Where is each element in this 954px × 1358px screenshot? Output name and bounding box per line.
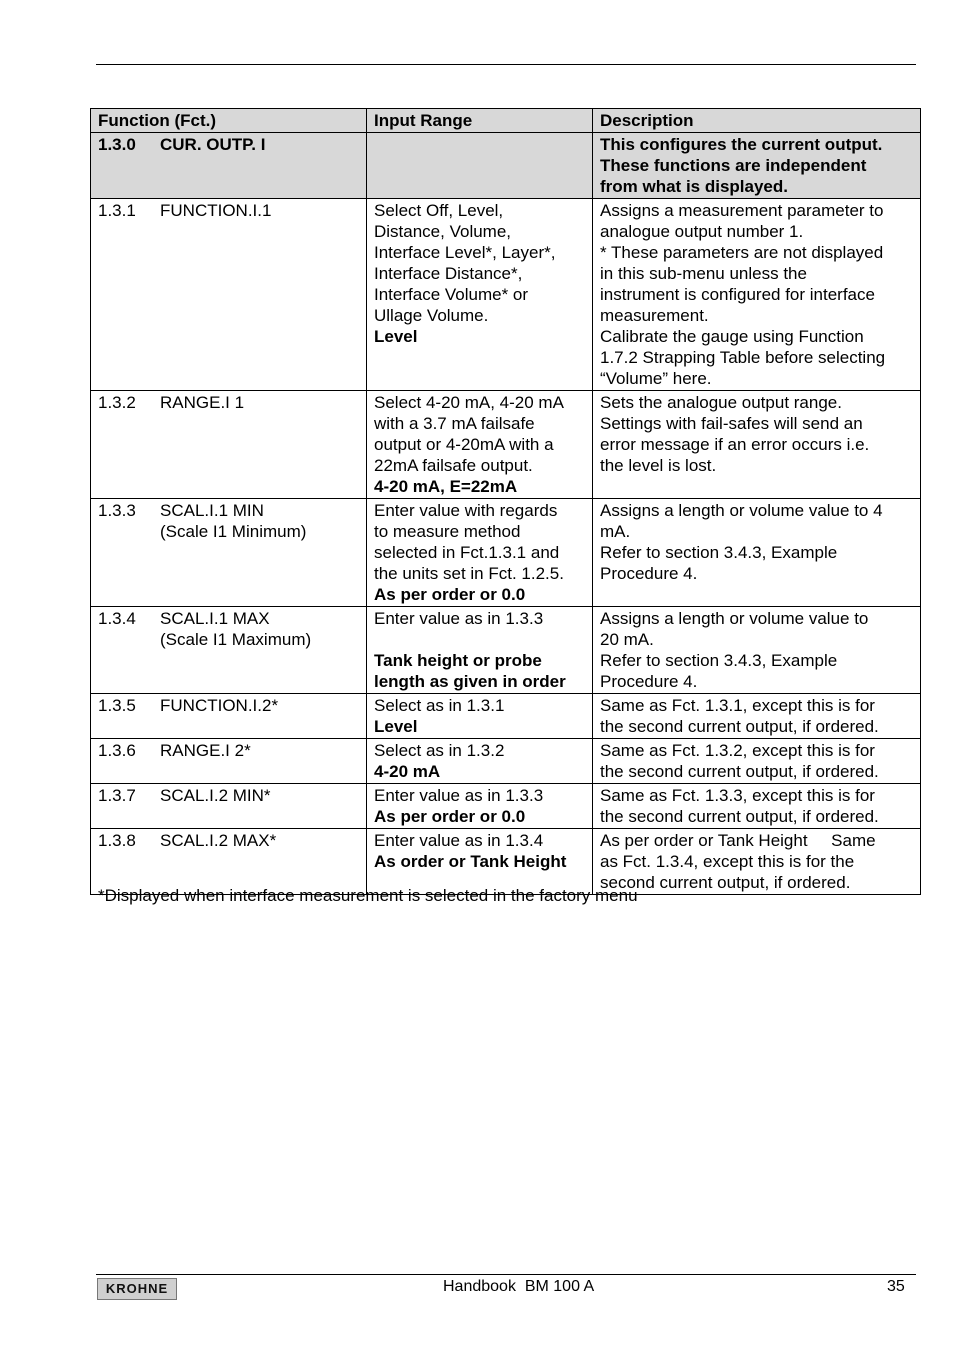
header-input-range: Input Range (367, 109, 593, 133)
function-cell (91, 391, 367, 499)
function-cell (91, 199, 367, 391)
krohne-logo: KROHNE (97, 1278, 177, 1300)
description-line: analogue output number 1. (600, 222, 804, 241)
description-line: Settings with fail-safes will send an (600, 414, 863, 433)
description-line: Same as Fct. 1.3.2, except this is for (600, 741, 875, 760)
description-line: “Volume” here. (600, 369, 712, 388)
description-cell (593, 784, 921, 829)
input-line: Enter value as in 1.3.3 (374, 609, 544, 628)
function-cell (91, 499, 367, 607)
description-cell (593, 499, 921, 607)
description-line: the second current output, if ordered. (600, 762, 879, 781)
description-cell (593, 199, 921, 391)
section-function-cell (91, 133, 367, 199)
function-cell (91, 784, 367, 829)
section-name: CUR. OUTP. I (160, 135, 266, 154)
description-line: error message if an error occurs i.e. (600, 435, 870, 454)
description-line: Sets the analogue output range. (600, 393, 842, 412)
input-line: Interface Level*, Layer*, (374, 243, 556, 262)
function-name: FUNCTION.I.2* (160, 696, 279, 715)
table-row (91, 694, 921, 739)
default-value: As per order or 0.0 (374, 807, 526, 826)
function-name: SCAL.I.2 MIN* (160, 786, 271, 805)
table-row (91, 199, 921, 391)
section-description-cell (593, 133, 921, 199)
description-line: Assigns a length or volume value to (600, 609, 869, 628)
table-row (91, 784, 921, 829)
header-rule (96, 64, 916, 65)
description-line: These functions are independent (600, 156, 867, 175)
function-cell (91, 739, 367, 784)
description-cell (593, 607, 921, 694)
input-line: to measure method (374, 522, 521, 541)
description-line: Refer to section 3.4.3, Example (600, 651, 838, 670)
default-value: As per order or 0.0 (374, 585, 526, 604)
function-table (90, 108, 921, 895)
input-range-cell (367, 607, 593, 694)
input-range-cell (367, 784, 593, 829)
input-line: Select Off, Level, (374, 201, 504, 220)
default-value: length as given in order (374, 672, 566, 691)
input-line: selected in Fct.1.3.1 and (374, 543, 560, 562)
description-line: the second current output, if ordered. (600, 717, 879, 736)
input-line: Interface Distance*, (374, 264, 523, 283)
default-value: 4-20 mA (374, 762, 441, 781)
function-name: FUNCTION.I.1 (160, 201, 272, 220)
default-value: Level (374, 327, 418, 346)
description-line: Same as Fct. 1.3.1, except this is for (600, 696, 875, 715)
default-value: Tank height or probe (374, 651, 542, 670)
function-name: RANGE.I 1 (160, 393, 245, 412)
table-row (91, 739, 921, 784)
function-name: SCAL.I.1 MAX (160, 609, 270, 628)
function-code: 1.3.3 (98, 501, 136, 520)
header-function: Function (Fct.) (91, 109, 367, 133)
table-header-row (91, 109, 921, 133)
input-line: output or 4-20mA with a (374, 435, 554, 454)
input-line: the units set in Fct. 1.2.5. (374, 564, 564, 583)
description-line: Assigns a measurement parameter to (600, 201, 884, 220)
function-code: 1.3.8 (98, 831, 136, 850)
table-row (91, 391, 921, 499)
footer-rule (96, 1274, 916, 1275)
description-cell (593, 739, 921, 784)
default-value: As order or Tank Height (374, 852, 567, 871)
function-code: 1.3.6 (98, 741, 136, 760)
description-line: second current output, if ordered. (600, 873, 851, 892)
description-line: the second current output, if ordered. (600, 807, 879, 826)
function-code: 1.3.7 (98, 786, 136, 805)
description-line: Refer to section 3.4.3, Example (600, 543, 838, 562)
table-row (91, 607, 921, 694)
section-code: 1.3.0 (98, 135, 136, 154)
section-input-cell (367, 133, 593, 199)
section-row (91, 133, 921, 199)
input-line: Select as in 1.3.2 (374, 741, 505, 760)
input-line: Ullage Volume. (374, 306, 489, 325)
input-line: Enter value with regards (374, 501, 558, 520)
description-line: * These parameters are not displayed (600, 243, 884, 262)
footnote: *Displayed when interface measurement is selected in the factory menu (98, 886, 638, 905)
handbook-title: Handbook BM 100 A (443, 1278, 595, 1295)
default-value: 4-20 mA, E=22mA (374, 477, 518, 496)
input-range-cell (367, 499, 593, 607)
page-number: 35 (887, 1278, 905, 1295)
function-code: 1.3.5 (98, 696, 136, 715)
input-range-cell (367, 391, 593, 499)
input-line: Select 4-20 mA, 4-20 mA (374, 393, 564, 412)
input-line: Distance, Volume, (374, 222, 512, 241)
input-range-cell (367, 694, 593, 739)
description-line: as Fct. 1.3.4, except this is for the (600, 852, 855, 871)
input-line: Enter value as in 1.3.3 (374, 786, 544, 805)
function-name: RANGE.I 2* (160, 741, 251, 760)
description-line: mA. (600, 522, 631, 541)
description-line: As per order or Tank Height Same (600, 831, 876, 850)
description-line: measurement. (600, 306, 709, 325)
description-line: the level is lost. (600, 456, 717, 475)
description-line: in this sub-menu unless the (600, 264, 807, 283)
input-line: 22mA failsafe output. (374, 456, 533, 475)
description-line: Same as Fct. 1.3.3, except this is for (600, 786, 875, 805)
function-name: SCAL.I.2 MAX* (160, 831, 277, 850)
description-line: Calibrate the gauge using Function (600, 327, 864, 346)
description-cell (593, 694, 921, 739)
description-line: Procedure 4. (600, 672, 698, 691)
function-code: 1.3.1 (98, 201, 136, 220)
function-code: 1.3.2 (98, 393, 136, 412)
description-line: from what is displayed. (600, 177, 788, 196)
function-code: 1.3.4 (98, 609, 136, 628)
function-cell (91, 694, 367, 739)
description-line: 20 mA. (600, 630, 654, 649)
description-line: This configures the current output. (600, 135, 883, 154)
description-line: Assigns a length or volume value to 4 (600, 501, 883, 520)
description-cell (593, 391, 921, 499)
function-subtitle: (Scale I1 Maximum) (160, 630, 312, 649)
input-line: Select as in 1.3.1 (374, 696, 505, 715)
function-name: SCAL.I.1 MIN (160, 501, 264, 520)
input-line: Interface Volume* or (374, 285, 529, 304)
function-cell (91, 607, 367, 694)
description-line: instrument is configured for interface (600, 285, 875, 304)
function-subtitle: (Scale I1 Minimum) (160, 522, 307, 541)
description-cell (593, 829, 921, 895)
input-range-cell (367, 199, 593, 391)
input-line: with a 3.7 mA failsafe (374, 414, 535, 433)
header-description: Description (593, 109, 921, 133)
input-line: Enter value as in 1.3.4 (374, 831, 544, 850)
description-line: Procedure 4. (600, 564, 698, 583)
default-value: Level (374, 717, 418, 736)
input-range-cell (367, 739, 593, 784)
description-line: 1.7.2 Strapping Table before selecting (600, 348, 886, 367)
table-row (91, 499, 921, 607)
